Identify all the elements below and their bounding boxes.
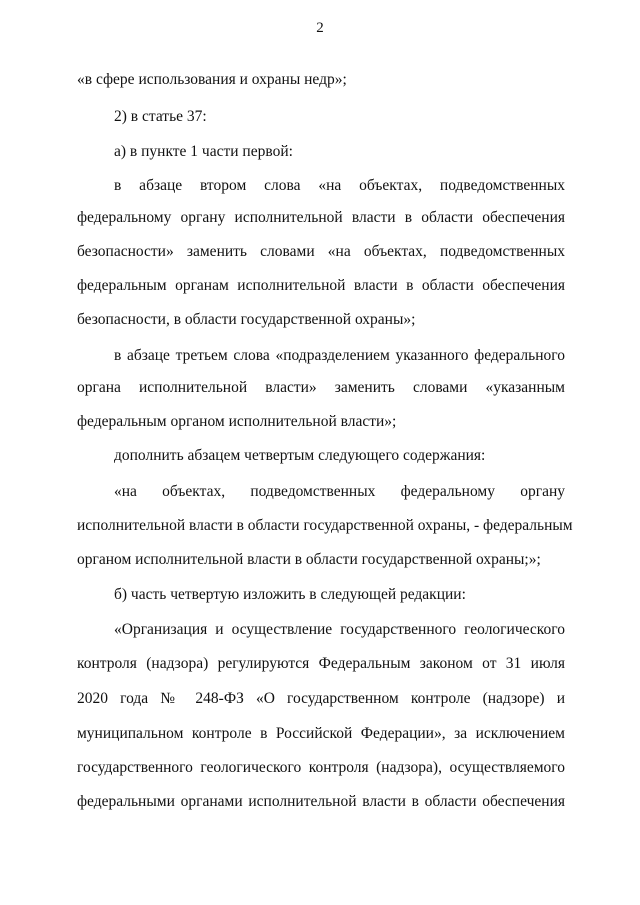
text-line: «на объектах, подведомственных федеральному органу <box>114 483 565 500</box>
text-line: федеральным органам исполнительной власти в области обеспечения <box>77 277 565 294</box>
text-line: безопасности, в области государственной охраны»; <box>77 311 416 328</box>
text-line: б) часть четвертую изложить в следующей редакции: <box>114 586 466 603</box>
text-line: федеральным органом исполнительной власти»; <box>77 413 397 430</box>
text-line: муниципальном контроле в Российской Федерации», за исключением <box>77 725 565 742</box>
text-line: органа исполнительной власти» заменить словами «указанным <box>77 379 565 396</box>
text-line: «Организация и осуществление государственного геологического <box>114 621 565 638</box>
text-line: государственного геологического контроля (надзора), осуществляемого <box>77 759 565 776</box>
text-line: а) в пункте 1 части первой: <box>114 143 293 160</box>
text-line: безопасности» заменить словами «на объектах, подведомственных <box>77 243 565 260</box>
text-line: органом исполнительной власти в области государственной охраны;»; <box>77 551 541 568</box>
text-line: «в сфере использования и охраны недр»; <box>77 71 347 88</box>
text-line: контроля (надзора) регулируются Федеральным законом от 31 июля <box>77 655 565 672</box>
text-line: 2) в статье 37: <box>114 108 207 125</box>
text-line: 2020 года № 248-ФЗ «О государственном контроле (надзоре) и <box>77 690 565 707</box>
text-line: исполнительной власти в области государственной охраны, - федеральным <box>77 517 573 534</box>
text-line: в абзаце втором слова «на объектах, подведомственных <box>114 177 565 194</box>
text-line: федеральному органу исполнительной власти в области обеспечения <box>77 209 565 226</box>
text-line: федеральными органами исполнительной власти в области обеспечения <box>77 793 565 810</box>
text-line: дополнить абзацем четвертым следующего содержания: <box>114 447 486 464</box>
page-number: 2 <box>316 20 324 36</box>
text-line: в абзаце третьем слова «подразделением указанного федерального <box>114 347 565 364</box>
